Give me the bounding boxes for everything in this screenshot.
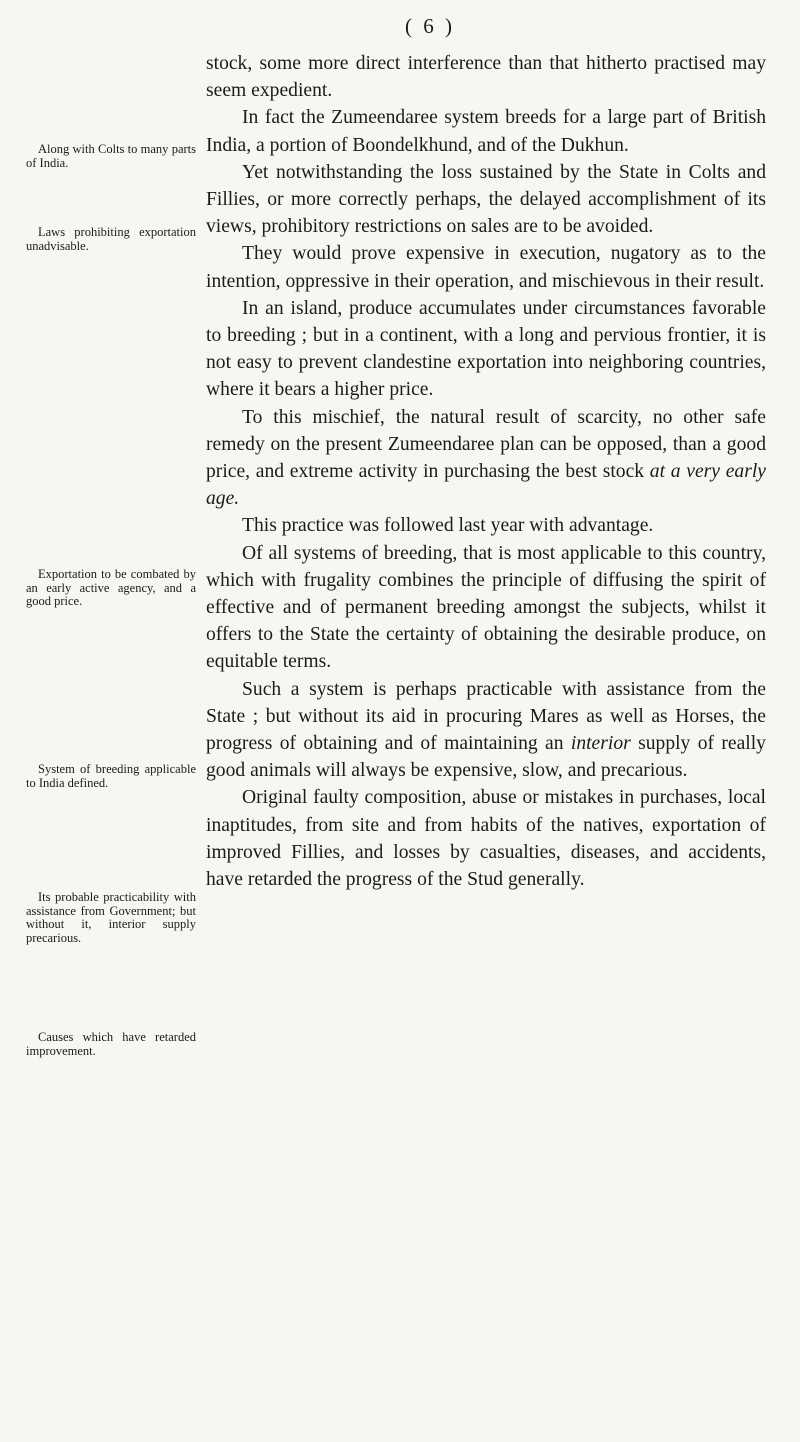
page-number: ( 6 )	[405, 14, 455, 38]
paragraph-mischief	[206, 404, 766, 513]
paragraph-stock: stock, some more direct interference than that hitherto practised may seem expedient.	[206, 53, 766, 102]
emphasis-early-age: at a very early age.	[206, 461, 766, 510]
margin-note-system: System of breeding applicable to India defined.	[26, 762, 196, 790]
paragraph-mischief-text: To this mischief, the natural result of scarcity, no other safe remedy on the present Zumeendaree plan can be opposed, than a good price, and extreme activity in purchasing the best stock	[206, 406, 766, 483]
paragraph-original: Original faulty composition, abuse or mistakes in purchases, local inaptitudes, from site and from habits of the natives, exportation of improved Fillies, and losses by casualties, diseases, and accidents, have retarded the progress of the Stud generally.	[206, 787, 766, 891]
paragraph-practice: This practice was followed last year with advantage.	[242, 515, 654, 537]
paragraph-island: In an island, produce accumulates under circumstances favorable to breeding ; but in a continent, with a long and pervious frontier, it is not easy to prevent clandestine exportation into neighboring countries, where it bears a higher price.	[206, 297, 766, 401]
emphasis-interior: interior	[570, 733, 631, 755]
paragraph-systems: Of all systems of breeding, that is most applicable to this country, which with frugality combines the principle of diffusing the spirit of effective and of permanent breeding amongst the subjects, whilst it offers to the State the certainty of obtaining the desirable produce, on equitable terms.	[206, 542, 766, 673]
paragraph-expensive: They would prove expensive in execution, nugatory as to the intention, oppressive in their operation, and mischievous in their result.	[206, 243, 766, 292]
paragraph-notwithstanding: Yet notwithstanding the loss sustained by the State in Colts and Fillies, or more correctly perhaps, the delayed accomplishment of its views, prohibitory restrictions on sales are to be avoided.	[206, 161, 766, 238]
margin-note-exportation: Exportation to be combated by an early active agency, and a good price.	[26, 567, 196, 608]
margin-note-colts: Along with Colts to many parts of India.	[26, 142, 196, 170]
margin-note-practicability: Its probable practicability with assistance from Government; but without it, interior supply precarious.	[26, 890, 196, 945]
paragraph-zumeendaree: In fact the Zumeendaree system breeds for a large part of British India, a portion of Boondelkhund, and of the Dukhun.	[206, 107, 766, 156]
margin-note-causes: Causes which have retarded improvement.	[26, 1030, 196, 1058]
paragraph-such-system-text: Such a system is perhaps practicable with assistance from the State ; but without its aid in procuring Mares as well as Horses, the progress of obtaining and of maintaining an	[206, 678, 766, 755]
margin-note-laws: Laws prohibiting exportation unadvisable.	[26, 225, 196, 253]
body-text	[206, 50, 766, 893]
paragraph-such-system	[206, 676, 766, 785]
paragraph-such-system-end: supply of really good animals will always be expensive, slow, and precarious.	[206, 733, 766, 782]
